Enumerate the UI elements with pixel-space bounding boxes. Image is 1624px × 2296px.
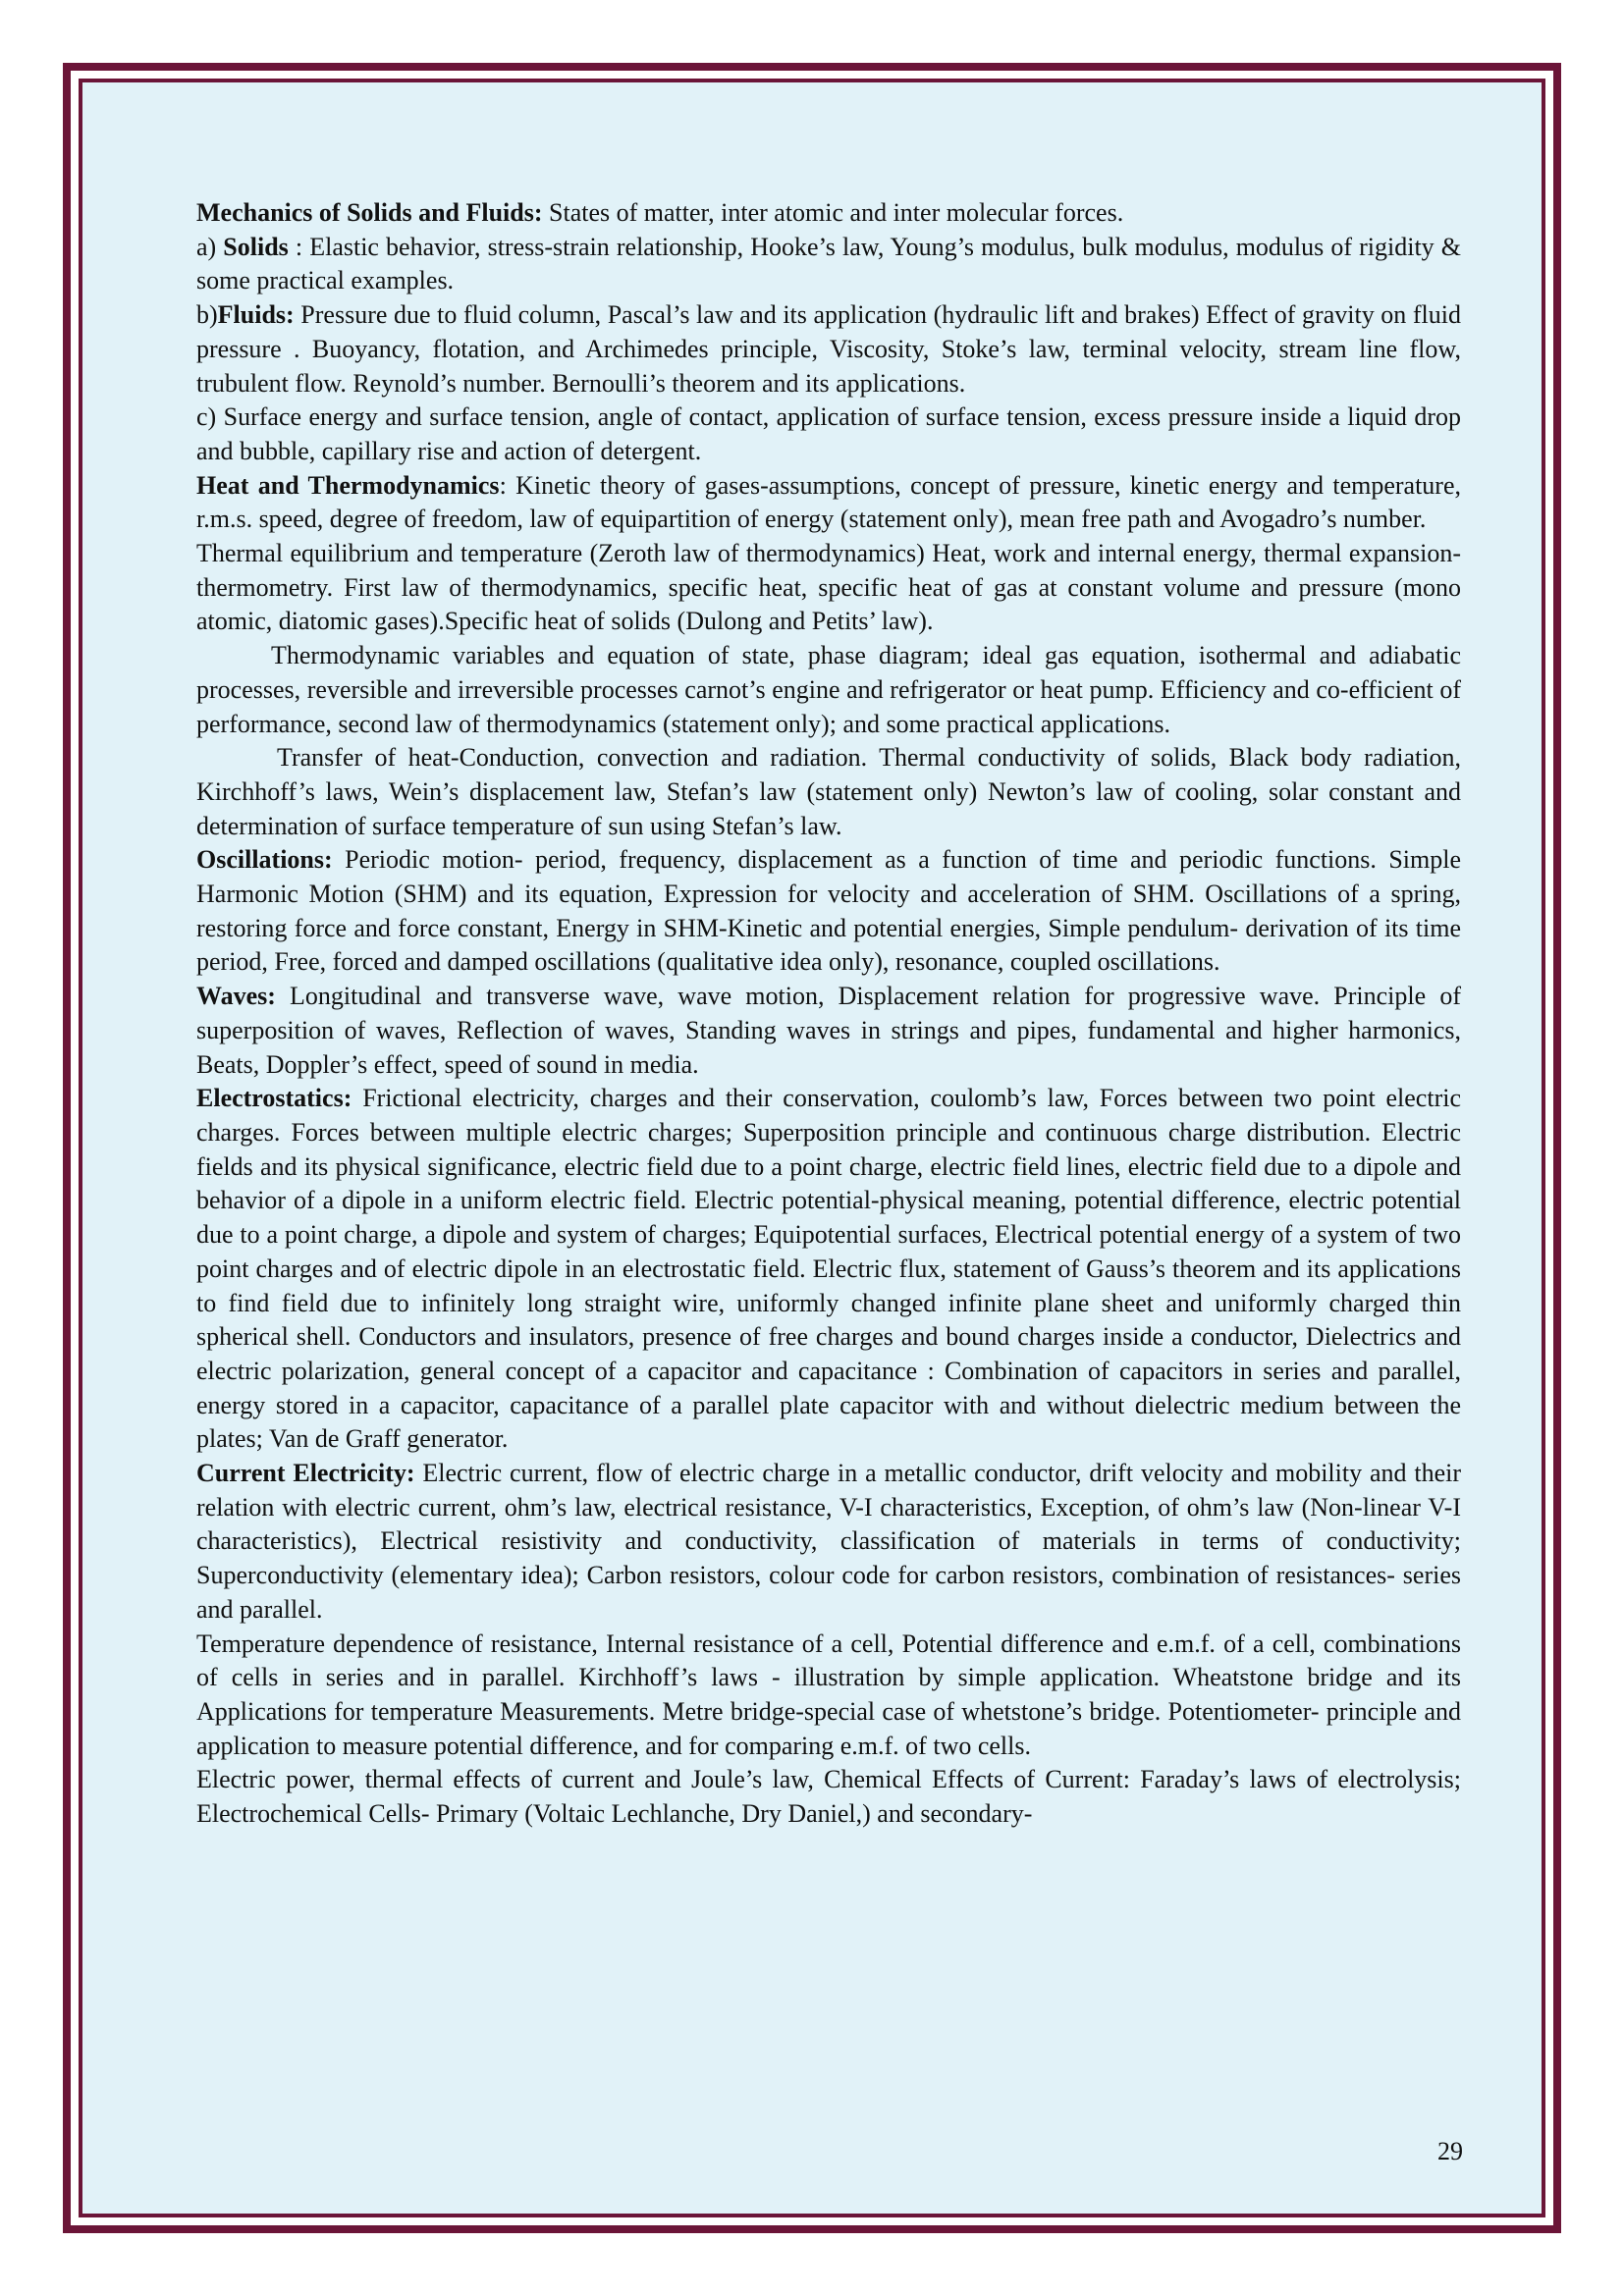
heading-current-electricity: Current Electricity: bbox=[196, 1459, 415, 1488]
heading-fluids: Fluids: bbox=[217, 300, 295, 330]
paragraph-text: Longitudinal and transverse wave, wave motion, Displacement relation for progressive wave. Principle of superposition of waves, Reflection of waves, Standing waves in strings and pipes, fundamental and higher harmonics, Beats, Doppler’s effect, speed of sound in media. bbox=[196, 982, 1461, 1079]
item-prefix: b) bbox=[196, 300, 218, 330]
paragraph-temperature-dependence: Temperature dependence of resistance, Internal resistance of a cell, Potential difference and e.m.f. of a cell, combinations of cells in series and in parallel. Kirchhoff’s laws - illustration by simple application. Wheatstone bridge and its Applications for temperature Measurements. Metre bridge-special case of whetstone’s bridge. Potentiometer- principle and application to measure potential difference, and for comparing e.m.f. of two cells. bbox=[196, 1629, 1461, 1760]
paragraph-transfer-of-heat: Transfer of heat-Conduction, convection and radiation. Thermal conductivity of solids, Black body radiation, Kirchhoff’s laws, Wein’s displacement law, Stefan’s law (statement only) Newton’s law of cooling, solar constant and determination of surface temperature of sun using Stefan’s law. bbox=[196, 743, 1461, 840]
paragraph-fluids bbox=[196, 298, 1461, 400]
paragraph-surface-tension: c) Surface energy and surface tension, angle of contact, application of surface tension, excess pressure inside a liquid drop and bubble, capillary rise and action of detergent. bbox=[196, 402, 1461, 465]
heading-electrostatics: Electrostatics: bbox=[196, 1084, 352, 1113]
paragraph-text: Periodic motion- period, frequency, displacement as a function of time and periodic functions. Simple Harmonic Motion (SHM) and its equation, Expression for velocity and acceleration of SHM. Oscillations of a spring, restoring force and force constant, Energy in SHM-Kinetic and potential energies, Simple pendulum- derivation of its time period, Free, forced and damped oscillations (qualitative idea only), resonance, coupled oscillations. bbox=[196, 845, 1461, 977]
paragraph-text: Electric current, flow of electric charge in a metallic conductor, drift velocity and mobility and their relation with electric current, ohm’s law, electrical resistance, V-I characteristics, Exception, of ohm’s law (Non-linear V-I characteristics), Electrical resistivity and conductivity, classification of materials in terms of conductivity; Superconductivity (elementary idea); Carbon resistors, colour code for carbon resistors, combination of resistances- series and parallel. bbox=[196, 1459, 1461, 1624]
paragraph-text: Frictional electricity, charges and their conservation, coulomb’s law, Forces between two point electric charges. Forces between multiple electric charges; Superposition principle and continuous charge distribution. Electric fields and its physical significance, electric field due to a point charge, electric field lines, electric field due to a dipole and behavior of a dipole in a uniform electric field. Electric potential-physical meaning, potential difference, electric potential due to a point charge, a dipole and system of charges; Equipotential surfaces, Electrical potential energy of a system of two point charges and of electric dipole in an electrostatic field. Electric flux, statement of Gauss’s theorem and its applications to find field due to infinitely long straight wire, uniformly changed infinite plane sheet and uniformly charged thin spherical shell. Conductors and insulators, presence of free charges and bound charges inside a conductor, Dielectrics and electric polarization, general concept of a capacitor and capacitance : Combination of capacitors in series and parallel, energy stored in a capacitor, capacitance of a parallel plate capacitor with and without dielectric medium between the plates; Van de Graff generator. bbox=[196, 1084, 1461, 1454]
paragraph-thermodynamic-variables: Thermodynamic variables and equation of state, phase diagram; ideal gas equation, isothermal and adiabatic processes, reversible and irreversible processes carnot’s engine and refrigerator or heat pump. Efficiency and co-efficient of performance, second law of thermodynamics (statement only); and some practical applications. bbox=[196, 641, 1461, 738]
heading-solids: Solids bbox=[223, 232, 289, 261]
paragraph-electrostatics bbox=[196, 1082, 1461, 1457]
heading-oscillations: Oscillations: bbox=[196, 845, 333, 875]
paragraph-text: : Kinetic theory of gases-assumptions, concept of pressure, kinetic energy and temperature, r.m.s. speed, degree of freedom, law of equipartition of energy (statement only), mean free path and Avogadro’s number. bbox=[196, 470, 1462, 534]
heading-heat: Heat and Thermodynamics bbox=[196, 470, 500, 500]
paragraph-thermal-equilibrium: Thermal equilibrium and temperature (Zeroth law of thermodynamics) Heat, work and internal energy, thermal expansion-thermometry. First law of thermodynamics, specific heat, specific heat of gas at constant volume and pressure (mono atomic, diatomic gases).Specific heat of solids (Dulong and Petits’ law). bbox=[196, 539, 1461, 636]
paragraph-oscillations bbox=[196, 843, 1461, 980]
heading-mechanics: Mechanics of Solids and Fluids: bbox=[196, 198, 543, 227]
paragraph-text: : Elastic behavior, stress-strain relationship, Hooke’s law, Young’s modulus, bulk modulus, modulus of rigidity & some practical examples. bbox=[196, 232, 1461, 295]
paragraph-electric-power: Electric power, thermal effects of current and Joule’s law, Chemical Effects of Current: Faraday’s laws of electrolysis; Electrochemical Cells- Primary (Voltaic Lechlanche, Dry Daniel,) and secondary- bbox=[196, 1765, 1461, 1829]
paragraph-heat bbox=[196, 469, 1461, 537]
item-prefix: a) bbox=[196, 232, 224, 261]
syllabus-text bbox=[196, 196, 1461, 1832]
paragraph-solids bbox=[196, 231, 1461, 298]
paragraph-current-electricity bbox=[196, 1457, 1461, 1628]
paragraph-waves bbox=[196, 980, 1461, 1082]
paragraph-mechanics bbox=[196, 196, 1461, 231]
paragraph-text: Pressure due to fluid column, Pascal’s law and its application (hydraulic lift and brakes) Effect of gravity on fluid pressure . Buoyancy, flotation, and Archimedes principle, Viscosity, Stoke’s law, terminal velocity, stream line flow, trubulent flow. Reynold’s number. Bernoulli’s theorem and its applications. bbox=[196, 300, 1461, 398]
heading-waves: Waves: bbox=[196, 982, 276, 1011]
paragraph-text: States of matter, inter atomic and inter molecular forces. bbox=[542, 198, 1124, 227]
page-number: 29 bbox=[1437, 2137, 1463, 2165]
